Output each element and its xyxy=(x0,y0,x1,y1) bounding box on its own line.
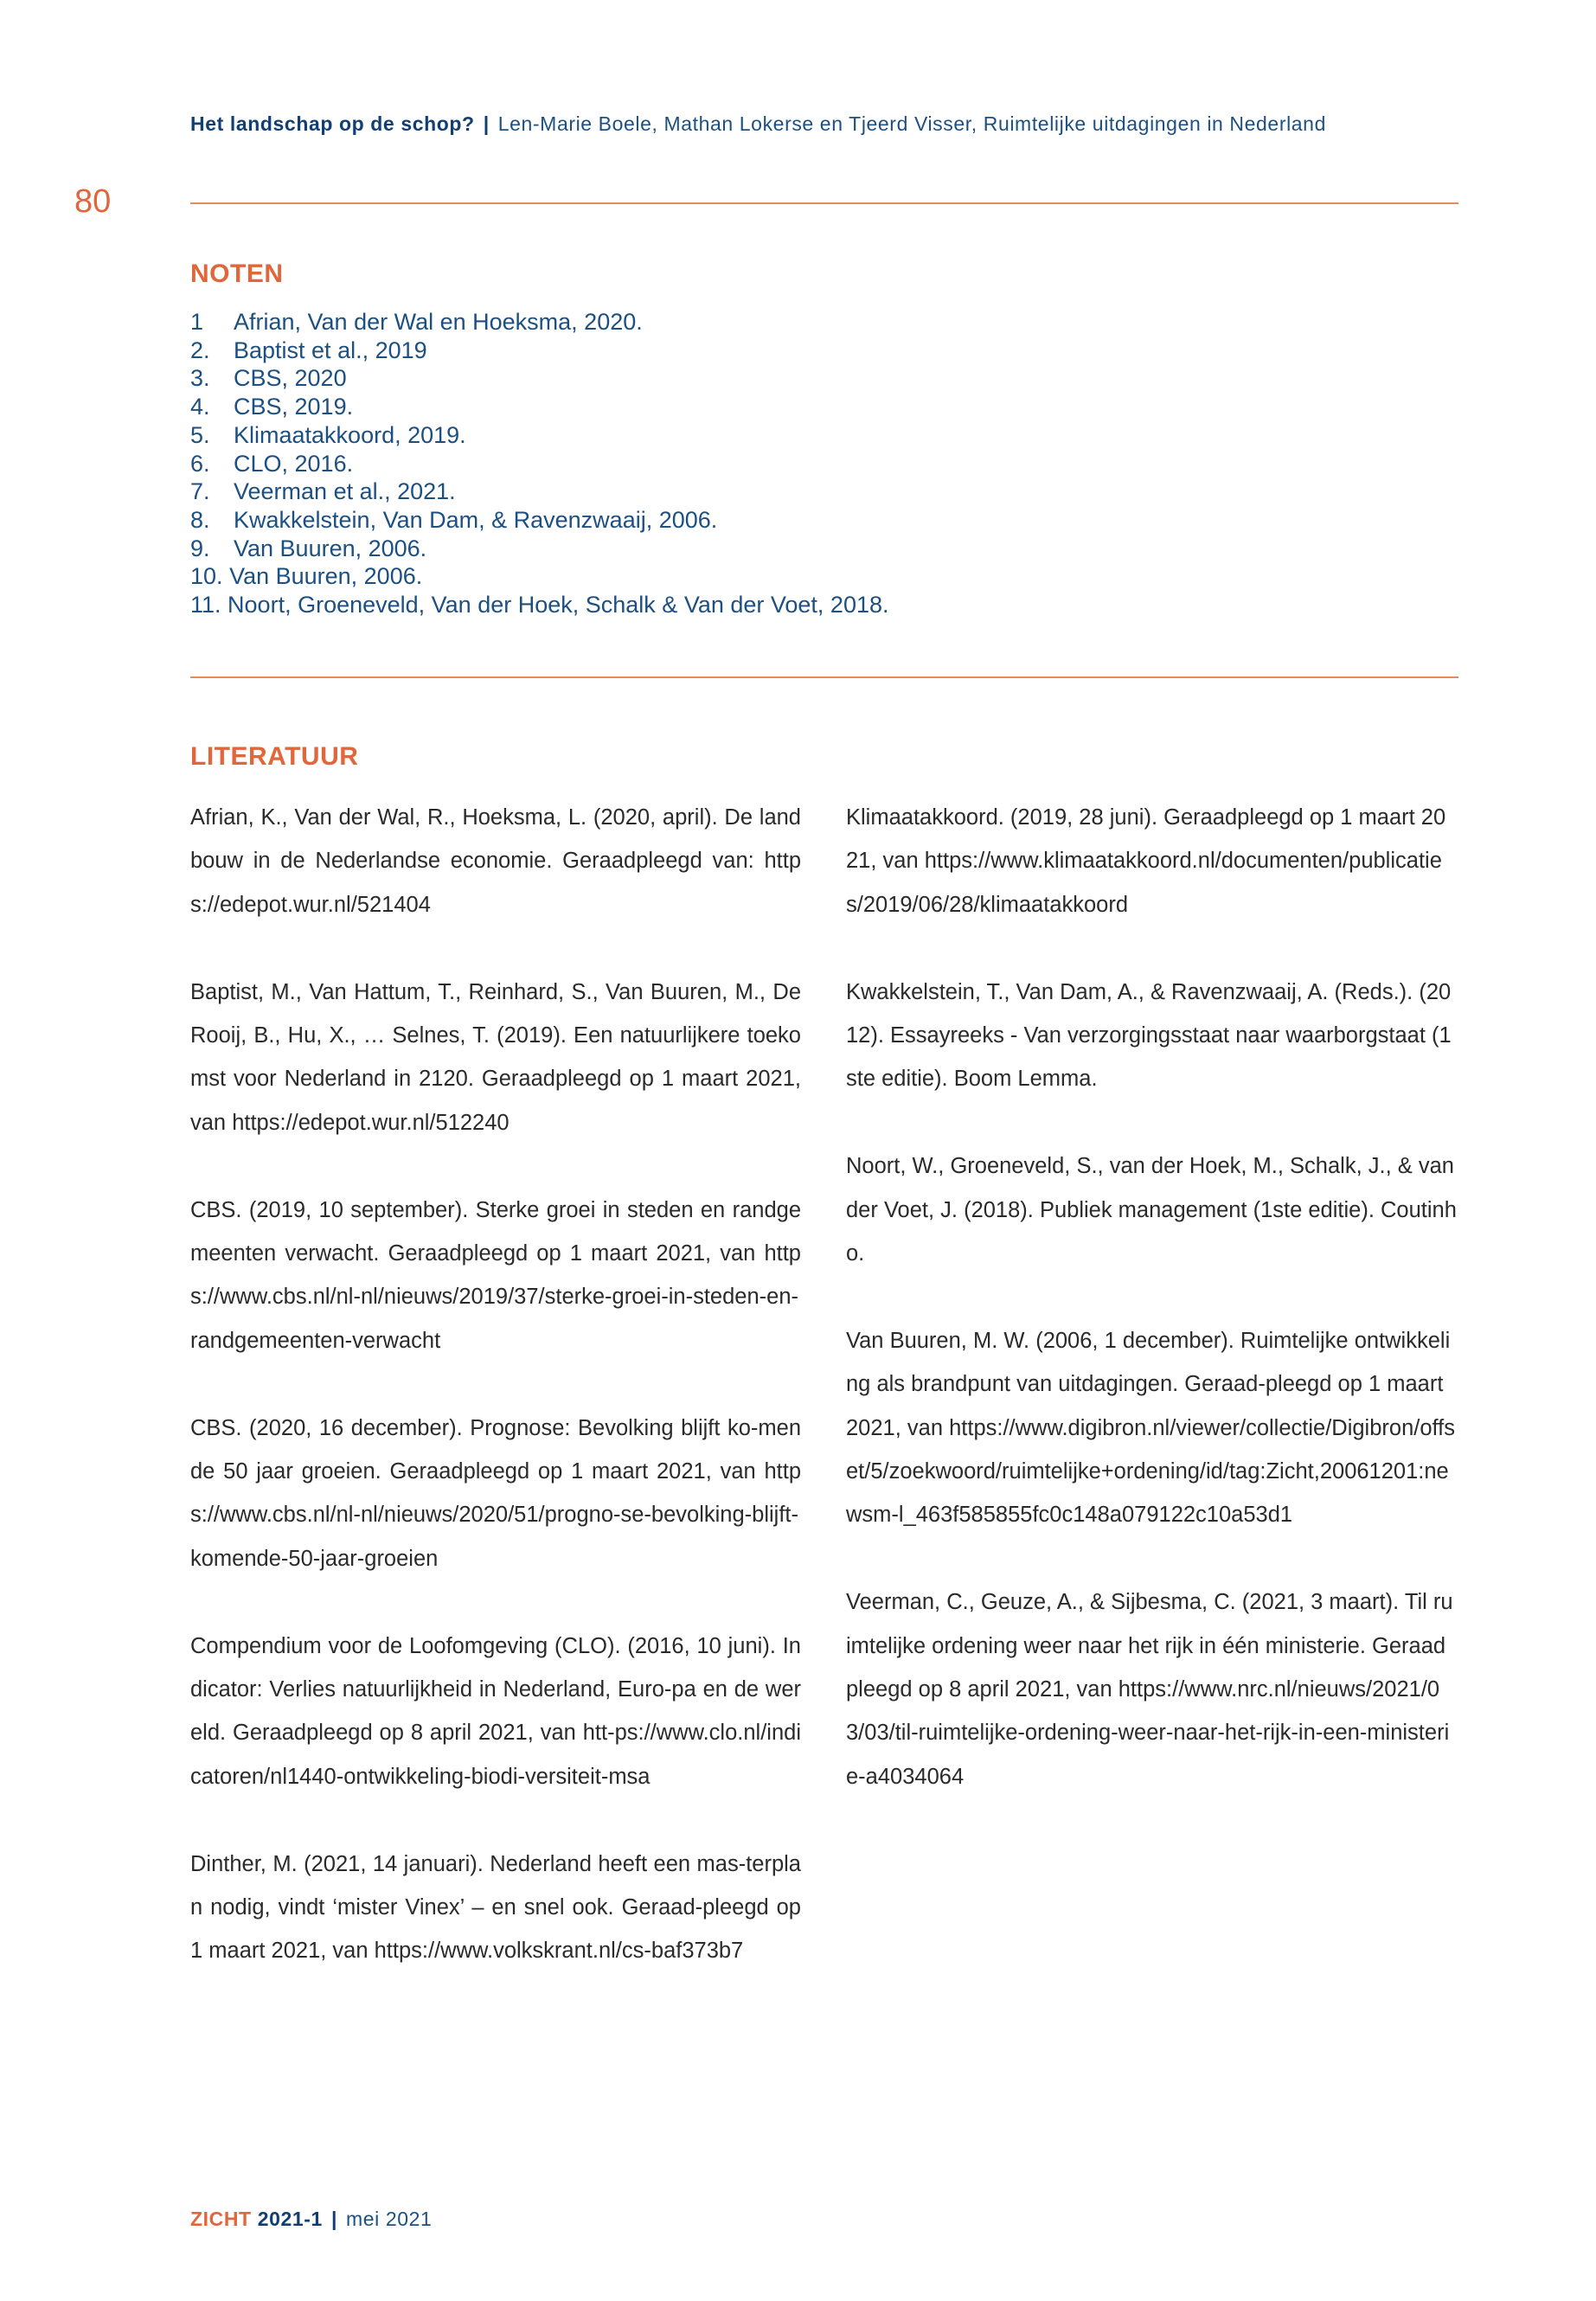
running-header xyxy=(190,112,1326,136)
notes-list xyxy=(190,308,889,619)
note-item: 7. Veerman et al., 2021. xyxy=(190,478,456,505)
footer-issue: 2021-1 xyxy=(257,2208,323,2230)
notes-heading: NOTEN xyxy=(190,260,284,288)
footer-date: mei 2021 xyxy=(345,2208,433,2230)
reference-entry: Compendium voor de Loofomgeving (CLO). (2016, 10 juni). Indicator: Verlies natuurlijkheid in Nederland, Euro-pa en de wereld. Geraadpleegd op 8 april 2021, van htt-ps://www.clo.nl/indicatoren/nl1440-ontwikkeling-biodi-versiteit-msa xyxy=(190,1633,801,1789)
header-title: Het landschap op de schop? xyxy=(190,112,475,135)
reference-entry: Baptist, M., Van Hattum, T., Reinhard, S., Van Buuren, M., De Rooij, B., Hu, X., … Selnes, T. (2019). Een natuurlijkere toekomst voor Nederland in 2120. Geraadpleegd op 1 maart 2021, van https://edepot.wur.nl/512240 xyxy=(190,979,801,1135)
reference-entry: Noort, W., Groeneveld, S., van der Hoek, M., Schalk, J., & van der Voet, J. (2018). Publiek management (1ste editie). Coutinho. xyxy=(846,1154,1457,1266)
note-item: 3. CBS, 2020 xyxy=(190,365,347,392)
reference-entry: Afrian, K., Van der Wal, R., Hoeksma, L. (2020, april). De landbouw in de Nederlandse economie. Geraadpleegd van: https://edepot.wur.nl/521404 xyxy=(190,805,801,917)
note-item: 2. Baptist et al., 2019 xyxy=(190,336,427,363)
reference-entry: Van Buuren, M. W. (2006, 1 december). Ruimtelijke ontwikkeling als brandpunt van uitdagingen. Geraad-pleegd op 1 maart 2021, van https://www.digibron.nl/viewer/collectie/Digibron/offset/5/zoekwoord/ruimtelijke+ordening/id/tag:Zicht,20061201:newsm-l_463f585855fc0c148a079122c10a53d1 xyxy=(846,1328,1455,1528)
header-subtitle: Len-Marie Boele, Mathan Lokerse en Tjeerd Visser, Ruimtelijke uitdagingen in Nederland xyxy=(497,112,1326,135)
reference-entry: Veerman, C., Geuze, A., & Sijbesma, C. (2021, 3 maart). Til ruimtelijke ordening weer naar het rijk in één ministerie. Geraadpleegd op 8 april 2021, van https://www.nrc.nl/nieuws/2021/03/03/til-ruimtelijke-ordening-weer-naar-het-rijk-in-een-ministerie-a4034064 xyxy=(846,1590,1453,1789)
literature-heading: LITERATUUR xyxy=(190,742,359,771)
note-item: 8. Kwakkelstein, Van Dam, & Ravenzwaaij, 2006. xyxy=(190,506,718,533)
reference-entry: Kwakkelstein, T., Van Dam, A., & Ravenzwaaij, A. (Reds.). (2012). Essayreeks - Van verzorgingsstaat naar waarborgstaat (1ste editie). Boom Lemma. xyxy=(846,979,1452,1092)
note-item: 10. Van Buuren, 2006. xyxy=(190,563,423,590)
divider-middle xyxy=(190,676,1458,678)
note-item: 11. Noort, Groeneveld, Van der Hoek, Schalk & Van der Voet, 2018. xyxy=(190,592,889,619)
literature-right-column xyxy=(846,796,1457,1843)
reference-entry: CBS. (2019, 10 september). Sterke groei in steden en randgemeenten verwacht. Geraadpleegd op 1 maart 2021, van https://www.cbs.nl/nl-nl/nieuws/2019/37/sterke-groei-in-steden-en-randgemeenten-verwacht xyxy=(190,1197,801,1353)
header-separator: | xyxy=(483,112,490,135)
reference-entry: Klimaatakkoord. (2019, 28 juni). Geraadpleegd op 1 maart 2021, van https://www.klimaatakkoord.nl/documenten/publicaties/2019/06/28/klimaatakkoord xyxy=(846,805,1446,917)
note-item: 5. Klimaatakkoord, 2019. xyxy=(190,421,466,448)
literature-left-column xyxy=(190,796,801,2016)
note-item: 1 Afrian, Van der Wal en Hoeksma, 2020. xyxy=(190,309,643,335)
reference-entry: Dinther, M. (2021, 14 januari). Nederland heeft een mas-terplan nodig, vindt ‘mister Vinex’ – en snel ook. Geraad-pleegd op 1 maart 2021, van https://www.volkskrant.nl/cs-baf373b7 xyxy=(190,1851,801,1964)
note-item: 6. CLO, 2016. xyxy=(190,450,354,477)
footer-separator: | xyxy=(330,2208,337,2230)
divider-top xyxy=(190,202,1458,204)
note-item: 9. Van Buuren, 2006. xyxy=(190,535,427,561)
page-footer xyxy=(190,2208,432,2231)
footer-magazine: ZICHT xyxy=(190,2208,252,2230)
reference-entry: CBS. (2020, 16 december). Prognose: Bevolking blijft ko-mende 50 jaar groeien. Geraadpleegd op 1 maart 2021, van https://www.cbs.nl/nl-nl/nieuws/2020/51/progno-se-bevolking-blijft-komende-50-jaar-groeien xyxy=(190,1415,801,1571)
page-number: 80 xyxy=(74,183,112,220)
note-item: 4. CBS, 2019. xyxy=(190,394,354,420)
